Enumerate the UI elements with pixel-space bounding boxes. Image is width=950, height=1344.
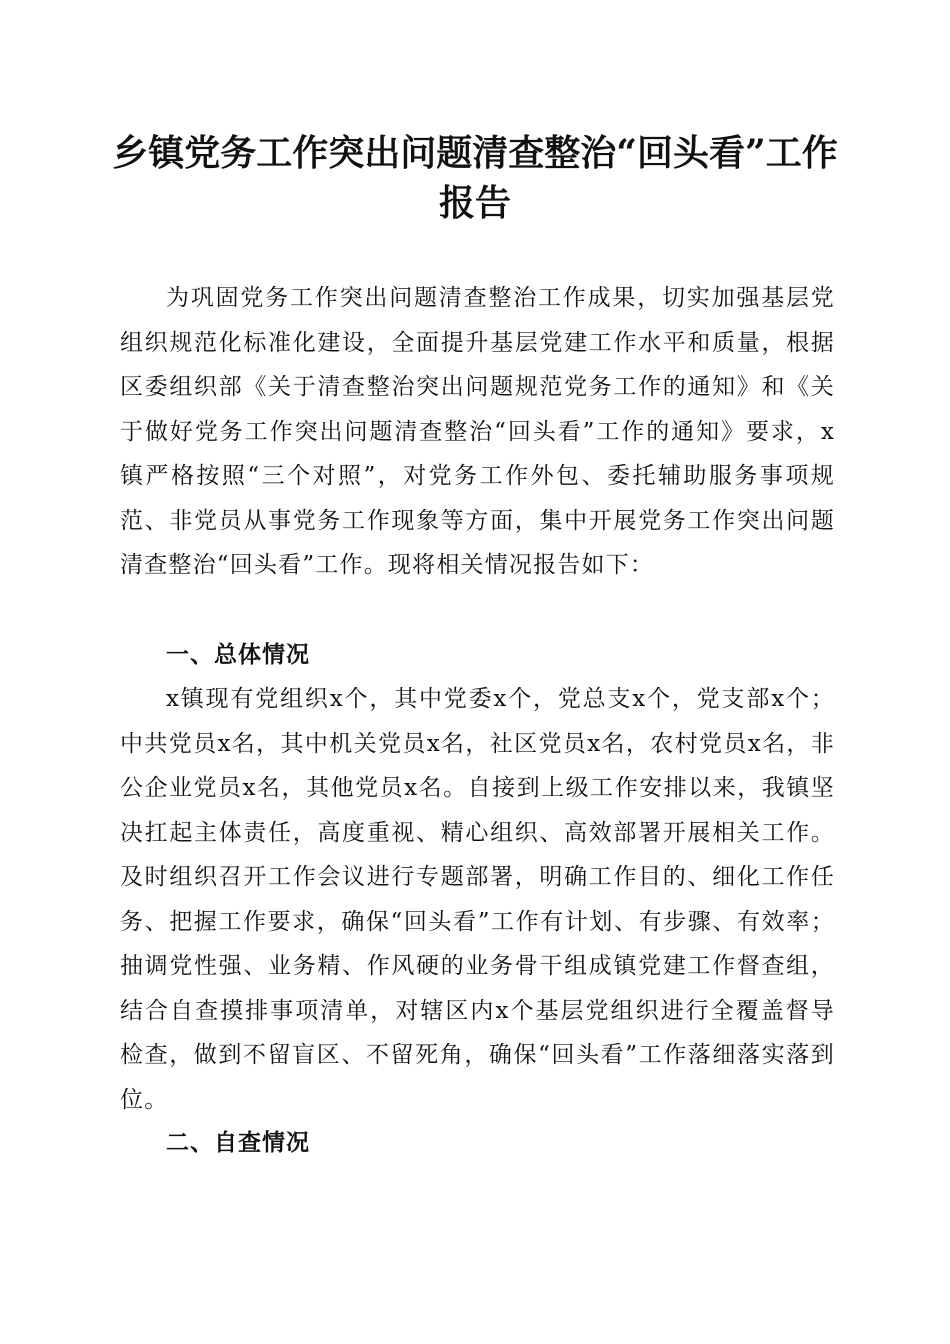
section-heading-overall: 一、总体情况	[166, 642, 310, 668]
intro-paragraph: 为巩固党务工作突出问题清查整治工作成果，切实加强基层党组织规范化标准化建设，全面提升基层党建工作水平和质量，根据区委组织部《关于清查整治突出问题规范党务工作的通知》和《关于做好党务工作突出问题清查整治“回头看”工作的通知》要求，x镇严格按照“三个对照”，对党务工作外包、委托辅助服务事项规范、非党员从事党务工作现象等方面，集中开展党务工作突出问题清查整治“回头看”工作。现将相关情况报告如下：	[120, 285, 835, 578]
section-heading-self-check: 二、自查情况	[166, 1130, 310, 1156]
document-title: 乡镇党务工作突出问题清查整治“回头看”工作报告	[112, 132, 838, 224]
overall-paragraph: x镇现有党组织x个，其中党委x个，党总支x个，党支部x个；中共党员x名，其中机关党员x名，社区党员x名，农村党员x名，非公企业党员x名，其他党员x名。自接到上级工作安排以来，我镇坚决扛起主体责任，高度重视、精心组织、高效部署开展相关工作。及时组织召开工作会议进行专题部署，明确工作目的、细化工作任务、把握工作要求，确保“回头看”工作有计划、有步骤、有效率；抽调党性强、业务精、作风硬的业务骨干组成镇党建工作督查组，结合自查摸排事项清单，对辖区内x个基层党组织进行全覆盖督导检查，做到不留盲区、不留死角，确保“回头看”工作落细落实落到位。	[120, 686, 835, 1113]
